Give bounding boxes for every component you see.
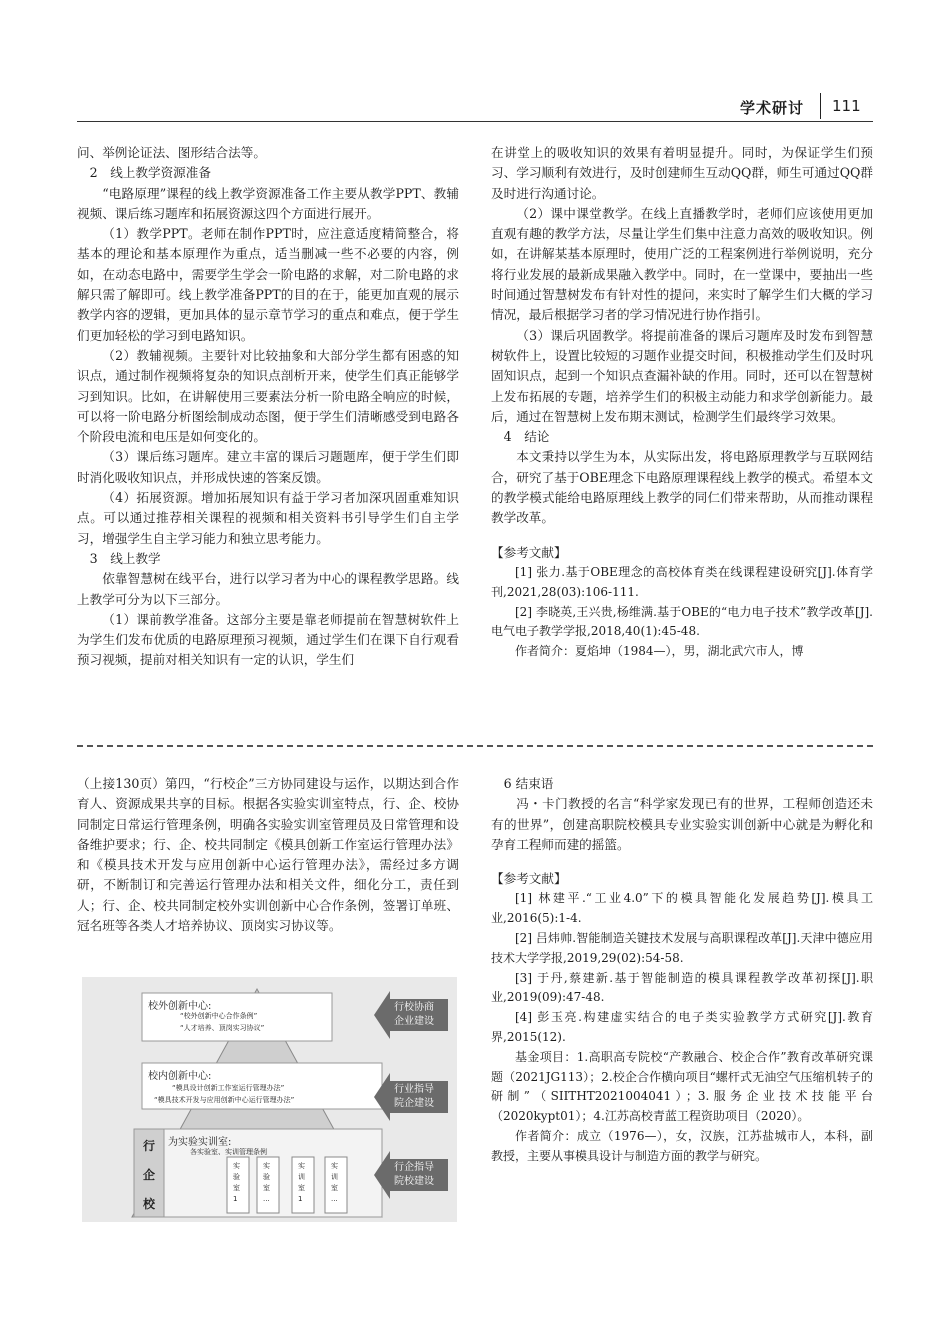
room-label: 实 验 室 1: [233, 1162, 240, 1203]
article-column-left-top: [77, 143, 459, 671]
paragraph: 本文秉持以学生为本，从实际出发，将电路原理教学与互联网结合，研究了基于OBE理念下电路原理课程线上教学的模式。希望本文的教学模式能给电路原理线上教学的同仁们带来帮助，从而推动课程教学改革。: [491, 449, 873, 526]
reference-item: [4] 彭玉亮.构建虚实结合的电子类实验教学方式研究[J].教育界,2015(12).: [491, 1010, 873, 1045]
section-heading: 2 线上教学资源准备: [89, 165, 211, 181]
section-heading: 4 结论: [503, 429, 550, 445]
paragraph: （3）课后巩固教学。将提前准备的课后习题库及时发布到智慧树软件上，设置比较短的习题作业提交时间，积极推动学生们及时巩固知识点，起到一个知识点查漏补缺的作用。同时，还可以在智慧树上发布拓展的专题，培养学生们的积极主动能力和求学创新能力。最后，通过在智慧树上发布期末测试，检测学生们最终学习效果。: [491, 327, 873, 424]
innovation-center-figure: [82, 977, 457, 1222]
article-column-left-bottom: [77, 774, 459, 936]
references-heading: 【参考文献】: [491, 544, 567, 560]
paragraph: （2）教辅视频。主要针对比较抽象和大部分学生都有困惑的知识点，通过制作视频将复杂的知识点剖析开来，使学生们真正能够学习到知识。比如，在讲解使用三要素法分析一阶电路全响应的时候，可以将一阶电路分析图绘制成动态图，便于学生们清晰感受到电路各个阶段电流和电压是如何变化的。: [77, 347, 459, 445]
references-heading: 【参考文献】: [491, 871, 567, 887]
article-separator: [77, 745, 873, 747]
side-char: 行: [143, 1139, 156, 1153]
arrow-label: 行企指导 院校建设: [394, 1162, 434, 1187]
inner-center-title: 校内创新中心:: [148, 1071, 212, 1082]
paragraph: “电路原理”课程的线上教学资源准备工作主要从教学PPT、教辅视频、课后练习题库和拓展资源这四个方面进行展开。: [77, 185, 459, 221]
paragraph: （3）课后练习题库。建立丰富的课后习题题库，便于学生们即时消化吸收知识点，并形成快速的答案反馈。: [77, 449, 459, 485]
reference-item: [2] 李晓英,王兴贵,杨维满.基于OBE的“电力电子技术”教学改革[J].电气电子教学学报,2018,40(1):45-48.: [491, 604, 873, 639]
paragraph: 在讲堂上的吸收知识的效果有着明显提升。同时，为保证学生们预习、学习顺利有效进行，及时创建师生互动QQ群，师生可通过QQ群及时进行沟通讨论。: [491, 145, 873, 201]
paragraph: 冯・卡门教授的名言“科学家发现已有的世界，工程师创造还未有的世界”，创建高职院校模具专业实验实训创新中心就是为孵化和孕育工程师而建的摇篮。: [491, 796, 873, 852]
inner-center-item: “模具设计创新工作室运行管理办法”: [172, 1084, 285, 1092]
section-heading: 6 结束语: [503, 776, 554, 791]
author-bio: 作者简介：夏焰坤（1984—），男，湖北武穴市人，博: [515, 644, 804, 659]
page-number: 111: [832, 97, 861, 115]
article-column-right-top: [491, 143, 873, 662]
room-label: 实 训 室 1: [298, 1162, 305, 1203]
reference-item: [2] 吕炜帅.智能制造关键技术发展与高职课程改革[J].天津中德应用技术大学学报,2019,29(02):54-58.: [491, 931, 873, 965]
paragraph: （4）拓展资源。增加拓展知识有益于学习者加深巩固重难知识点。可以通过推荐相关课程的视频和相关资料书引导学生们自主学习，增强学生自主学习能力和独立思考能力。: [77, 490, 459, 546]
page-header: [740, 93, 880, 123]
outer-center-title: 校外创新中心:: [148, 1001, 212, 1012]
paragraph: 问、举例论证法、图形结合法等。: [77, 145, 266, 160]
inner-center-item: “模具技术开发与应用创新中心运行管理办法”: [154, 1096, 295, 1104]
lab-subtitle: 各实验室、实训管理条例: [190, 1148, 267, 1156]
side-char: 校: [143, 1197, 156, 1211]
paragraph: （1）教学PPT。老师在制作PPT时，应注意适度精简整合，将基本的理论和基本原理作为重点，适当删减一些不必要的内容，例如，在动态电路中，需要学生学会一阶电路的求解，对二阶电路的求解只需了解即可。线上教学准备PPT的目的在于，能更加直观的展示教学内容的逻辑，更加具体的显示章节学习的重点和难点，便于学生们更加轻松的学习到电路知识。: [77, 226, 459, 343]
arrow-label: 行业指导 院企建设: [394, 1084, 434, 1109]
reference-item: [1] 张力.基于OBE理念的高校体育类在线课程建设研究[J].体育学刊,2021,28(03):106-111.: [491, 564, 873, 599]
arrow-label: 行校协商 企业建设: [394, 1002, 434, 1027]
article-column-right-bottom: [491, 774, 873, 1167]
paragraph: （2）课中课堂教学。在线上直播教学时，老师们应该使用更加直观有趣的教学方法，尽量让学生们集中注意力高效的吸收知识。例如，在讲解某基本原理时，使用广泛的工程案例进行举例说明，充分将行业发展的最新成果融入教学中。同时，在一堂课中，要抽出一些时间通过智慧树发布有针对性的提问，来实时了解学生们大概的学习情况，最后根据学习者的学习情况进行协作指引。: [491, 205, 873, 323]
header-divider: [820, 93, 821, 119]
header-rule: [77, 121, 873, 122]
lab-title: 为实验实训室:: [168, 1137, 232, 1148]
outer-center-item: “人才培养、顶岗实习协议”: [180, 1024, 265, 1032]
paragraph: 依靠智慧树在线平台，进行以学习者为中心的课程教学思路。线上教学可分为以下三部分。: [77, 571, 459, 607]
author-bio: 作者简介：成立（1976—），女，汉族，江苏盐城市人，本科，副教授，主要从事模具设计与制造方面的教学与研究。: [491, 1129, 873, 1163]
room-label: 实 训 室 ...: [331, 1162, 338, 1203]
reference-item: [1] 林建平.“工业4.0”下的模具智能化发展趋势[J].模具工业,2016(5):1-4.: [491, 891, 873, 926]
paragraph: （上接130页）第四，“行校企”三方协同建设与运作，以期达到合作育人、资源成果共享的目标。根据各实验实训室特点，行、企、校协同制定日常运行管理条例，明确各实验实训室管理员及日常管理和设备维护要求；行、企、校共同制定《模具创新工作室运行管理办法》和《模具技术开发与应用创新中心运行管理办法》，需经过多方调研，不断制订和完善运行管理办法和相关文件，细化分工，责任到人；行、企、校共同制定校外实训创新中心合作条例，签署订单班、冠名班等各类人才培养协议、顶岗实习协议等。: [77, 776, 459, 934]
room-label: 实 验 室 ...: [263, 1162, 270, 1203]
paragraph: （1）课前教学准备。这部分主要是靠老师提前在智慧树软件上为学生们发布优质的电路原理预习视频，通过学生们在课下自行观看预习视频，提前对相关知识有一定的认识，学生们: [77, 611, 459, 668]
reference-item: [3] 于丹,蔡建新.基于智能制造的模具课程教学改革初探[J].职业,2019(09):47-48.: [491, 970, 873, 1005]
section-heading: 3 线上教学: [89, 550, 161, 566]
section-title: 学术研讨: [740, 99, 805, 117]
funding-note: 基金项目：1.高职高专院校“产教融合、校企合作”教育改革研究课题（2021JG113）；2.校企合作横向项目“螺杆式无油空气压缩机转子的研制”（SIITHT2021004041）；3.服务企业技术技能平台（2020kypt01）；4.江苏高校青蓝工程资助项目（2020）。: [491, 1049, 873, 1124]
outer-center-item: “校外创新中心合作条例”: [180, 1012, 258, 1020]
side-char: 企: [143, 1168, 156, 1182]
